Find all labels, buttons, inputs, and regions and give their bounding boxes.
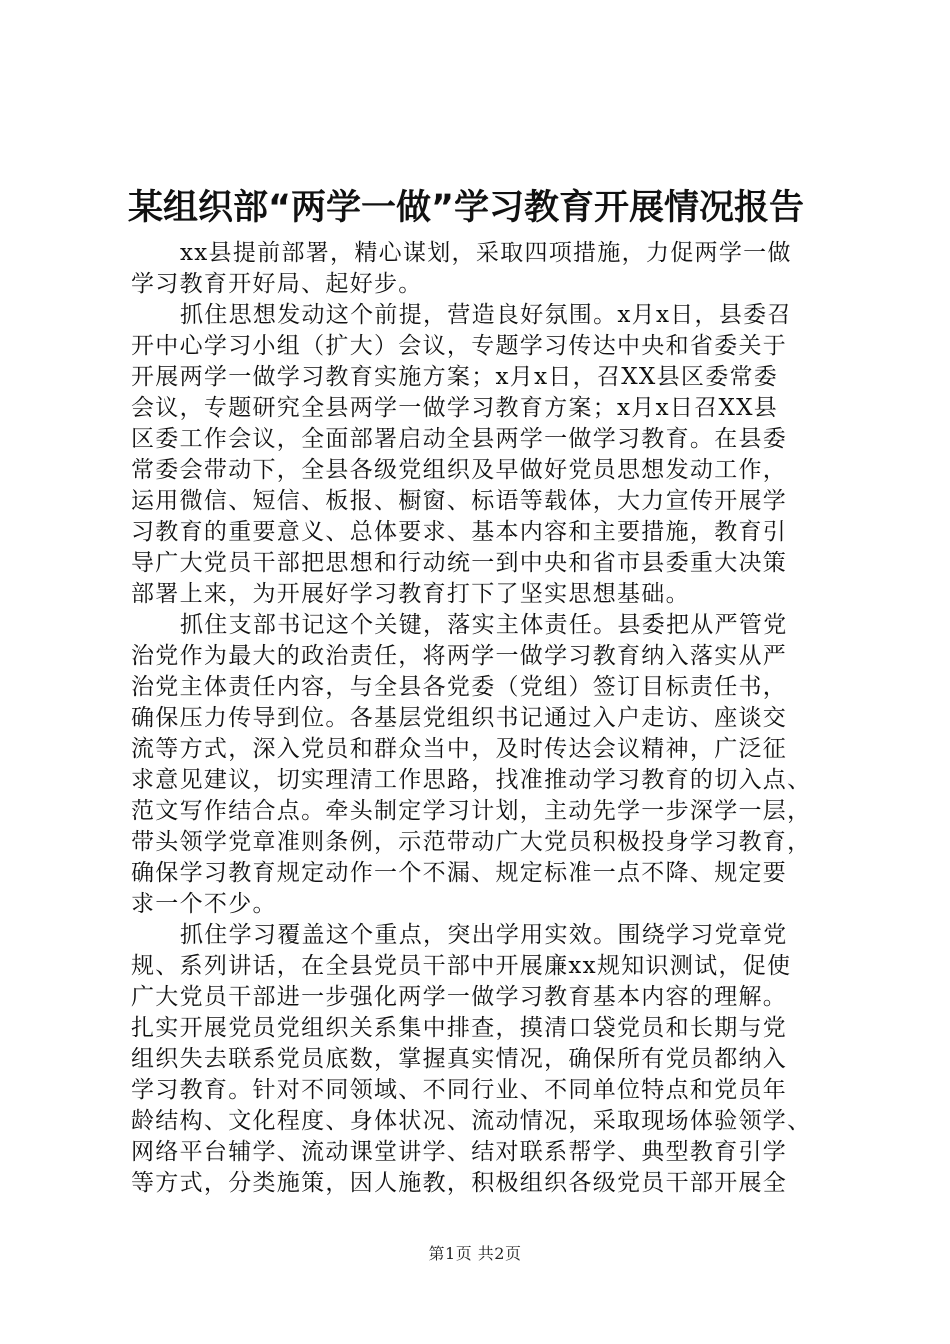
paragraph-line: 开展两学一做学习教育实施方案；x月x日，召XX县区委常委 [131,364,779,390]
paragraph-line: 运用微信、短信、板报、橱窗、标语等载体，大力宣传开展学 [131,488,788,514]
paragraph-line: 部署上来，为开展好学习教育打下了坚实思想基础。 [131,581,690,607]
paragraph-line: 学习教育。针对不同领域、不同行业、不同单位特点和党员年 [131,1077,788,1103]
paragraph-line: 等方式，分类施策，因人施教，积极组织各级党员干部开展全 [131,1170,788,1196]
paragraph-line: 带头领学党章准则条例，示范带动广大党员积极投身学习教育， [131,829,812,855]
paragraph-line: 抓住思想发动这个前提，营造良好氛围。x月x日，县委召 [180,302,792,328]
document-title: 某组织部“两学一做”学习教育开展情况报告 [128,188,805,228]
paragraph-line: 治党主体责任内容，与全县各党委（党组）签订目标责任书， [131,674,788,700]
paragraph-line: 确保压力传导到位。各基层党组织书记通过入户走访、座谈交 [131,705,788,731]
paragraph-line: 区委工作会议，全面部署启动全县两学一做学习教育。在县委 [131,426,788,452]
page-number-footer: 第1页 共2页 [428,1244,522,1263]
paragraph-line: 学习教育开好局、起好步。 [131,271,423,297]
paragraph-3 [131,610,833,920]
paragraph-line: 开中心学习小组（扩大）会议，专题学习传达中央和省委关于 [131,333,788,359]
paragraph-line: 网络平台辅学、流动课堂讲学、结对联系帮学、典型教育引学 [131,1139,788,1165]
paragraph-line: 习教育的重要意义、总体要求、基本内容和主要措施，教育引 [131,519,788,545]
paragraph-1 [131,238,833,300]
paragraph-line: 导广大党员干部把思想和行动统一到中央和省市县委重大决策 [131,550,788,576]
paragraph-line: 流等方式，深入党员和群众当中，及时传达会议精神，广泛征 [131,736,788,762]
paragraph-line: 扎实开展党员党组织关系集中排查，摸清口袋党员和长期与党 [131,1015,788,1041]
paragraph-line: 规、系列讲话，在全县党员干部中开展廉xx规知识测试，促使 [131,953,792,979]
paragraph-line: 龄结构、文化程度、身体状况、流动情况，采取现场体验领学、 [131,1108,812,1134]
paragraph-line: 会议，专题研究全县两学一做学习教育方案；x月x日召XX县 [131,395,779,421]
paragraph-line: 确保学习教育规定动作一个不漏、规定标准一点不降、规定要 [131,860,788,886]
paragraph-line: 组织失去联系党员底数，掌握真实情况，确保所有党员都纳入 [131,1046,788,1072]
paragraph-4 [131,920,833,1199]
paragraph-line: 广大党员干部进一步强化两学一做学习教育基本内容的理解。 [131,984,788,1010]
paragraph-line: 常委会带动下，全县各级党组织及早做好党员思想发动工作， [131,457,788,483]
paragraph-line: 范文写作结合点。牵头制定学习计划，主动先学一步深学一层， [131,798,812,824]
paragraph-line: 求一个不少。 [131,891,277,917]
paragraph-line: 抓住学习覆盖这个重点，突出学用实效。围绕学习党章党 [180,922,788,948]
paragraph-line: 抓住支部书记这个关键，落实主体责任。县委把从严管党 [180,612,788,638]
document-body [131,238,833,1199]
paragraph-line: 治党作为最大的政治责任，将两学一做学习教育纳入落实从严 [131,643,788,669]
paragraph-line: xx县提前部署，精心谋划，采取四项措施，力促两学一做 [180,240,792,266]
paragraph-line: 求意见建议，切实理清工作思路，找准推动学习教育的切入点、 [131,767,812,793]
paragraph-2 [131,300,833,610]
